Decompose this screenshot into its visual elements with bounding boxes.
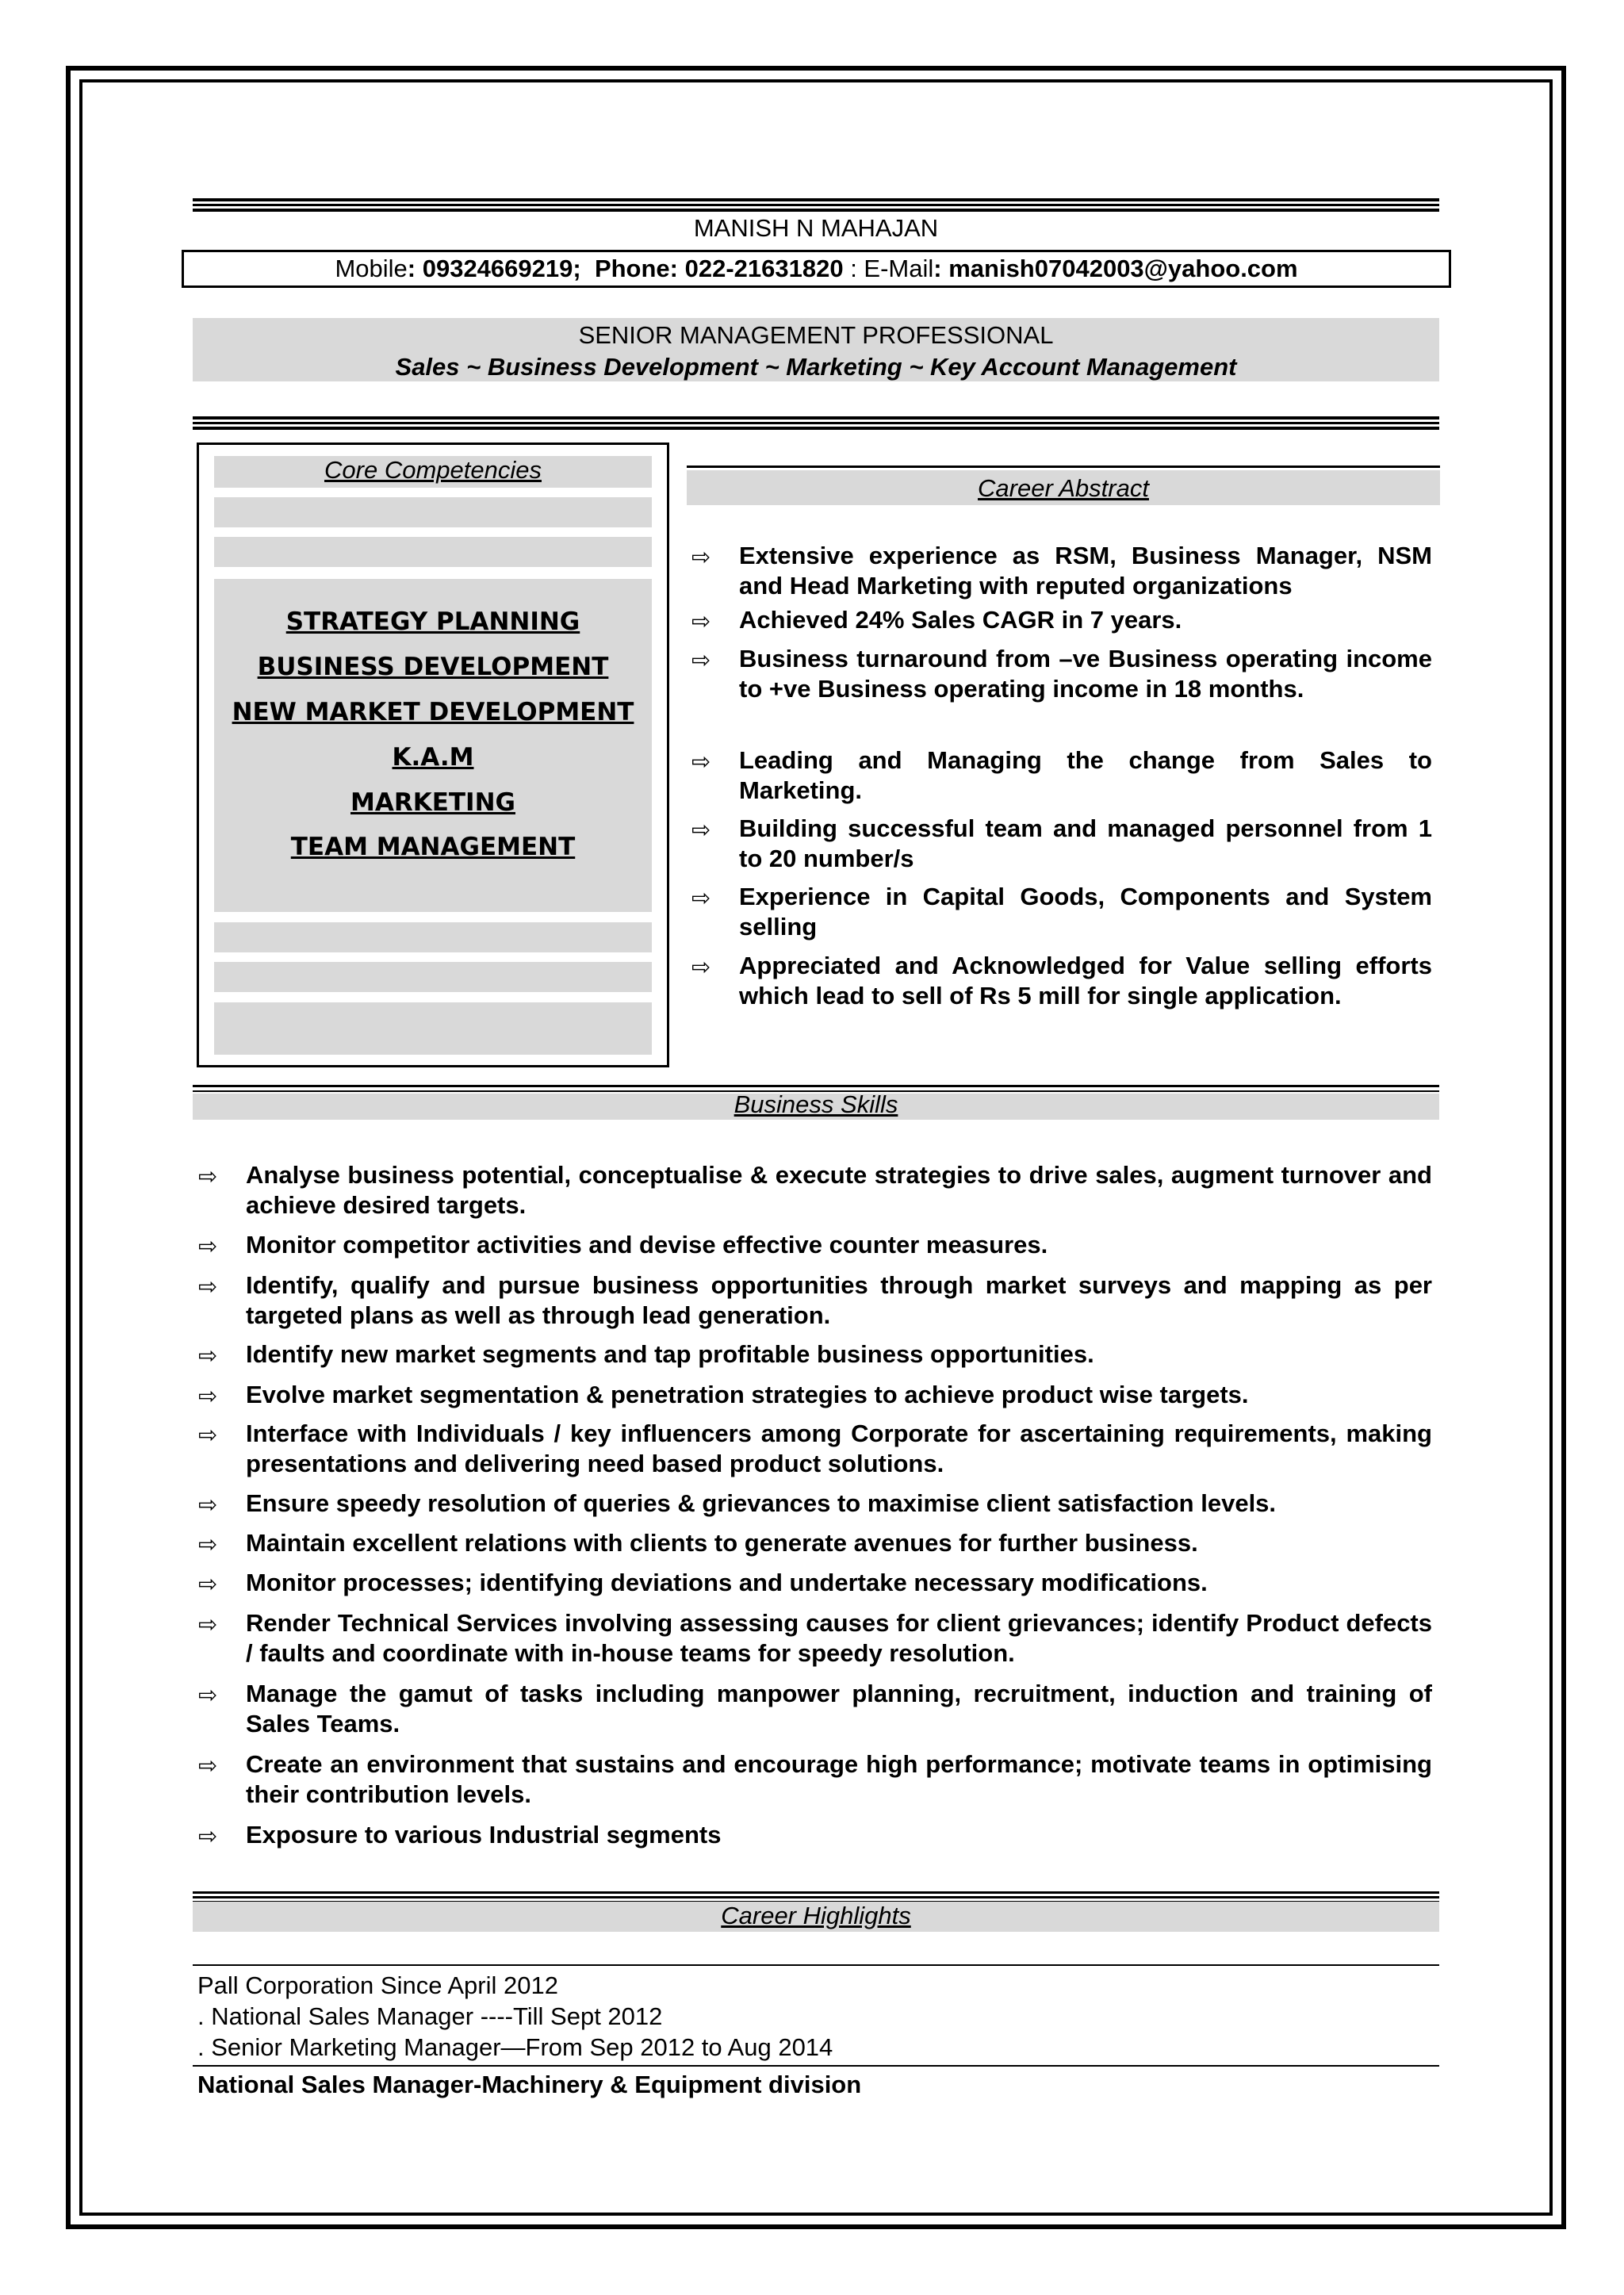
skill-item: Render Technical Services involving assessing causes for client grievances; identify Product defects / faults and coordinate with in-house teams for speedy resolution.: [246, 1609, 1432, 1667]
arrow-right-icon: ⇨: [691, 953, 711, 980]
section-rule: [193, 416, 1439, 430]
arrow-right-icon: ⇨: [691, 646, 711, 673]
skill-item: Interface with Individuals / key influencers among Corporate for ascertaining requirements, making presentations and delivering need based product solutions.: [246, 1420, 1432, 1477]
email-label: : E-Mail: [850, 255, 934, 282]
phone-number: Phone: 022-21631820: [594, 255, 844, 282]
role-line: . Senior Marketing Manager—From Sep 2012 to Aug 2014: [197, 2033, 833, 2061]
career-highlights-title: Career Highlights: [721, 1902, 911, 1929]
skill-item: Monitor competitor activities and devise effective counter measures.: [246, 1231, 1048, 1259]
career-abstract-rule: [687, 466, 1440, 468]
competency-item: BUSINESS DEVELOPMENT: [257, 653, 609, 681]
skill-item: Analyse business potential, conceptualise & execute strategies to drive sales, augment turnover and achieve desired targets.: [246, 1161, 1432, 1219]
business-skills-rule: [193, 1085, 1439, 1087]
abstract-item: Extensive experience as RSM, Business Manager, NSM and Head Marketing with reputed organizations: [739, 542, 1432, 600]
arrow-right-icon: ⇨: [198, 1163, 218, 1190]
abstract-item: Experience in Capital Goods, Components and System selling: [739, 883, 1432, 941]
arrow-right-icon: ⇨: [691, 543, 711, 570]
arrow-right-icon: ⇨: [691, 884, 711, 911]
arrow-right-icon: ⇨: [198, 1611, 218, 1638]
arrow-right-icon: ⇨: [198, 1681, 218, 1708]
skill-item: Identify, qualify and pursue business opportunities through market surveys and mapping as per targeted plans as well as through lead generation.: [246, 1271, 1432, 1329]
skill-item: Monitor processes; identifying deviations and undertake necessary modifications.: [246, 1569, 1208, 1596]
highlights-divider: [193, 2065, 1439, 2067]
contact-box: [182, 250, 1451, 288]
candidate-name: MANISH N MAHAJAN: [693, 214, 939, 242]
arrow-right-icon: ⇨: [198, 1491, 218, 1518]
abstract-item: Business turnaround from –ve Business operating income to +ve Business operating income in 18 months.: [739, 645, 1432, 703]
skill-item: Exposure to various Industrial segments: [246, 1821, 722, 1849]
skill-item: Ensure speedy resolution of queries & grievances to maximise client satisfaction levels.: [246, 1489, 1277, 1517]
competency-item: MARKETING: [350, 788, 515, 817]
email-address: : manish07042003@yahoo.com: [933, 255, 1298, 282]
skill-item: Maintain excellent relations with clients to generate avenues for further business.: [246, 1529, 1198, 1557]
abstract-item: Building successful team and managed personnel from 1 to 20 number/s: [739, 814, 1432, 872]
arrow-right-icon: ⇨: [198, 1273, 218, 1300]
competency-item: NEW MARKET DEVELOPMENT: [232, 698, 634, 726]
professional-title: SENIOR MANAGEMENT PROFESSIONAL: [578, 321, 1054, 349]
arrow-right-icon: ⇨: [198, 1531, 218, 1557]
core-blank-row: [214, 497, 652, 527]
skill-item: Identify new market segments and tap profitable business opportunities.: [246, 1340, 1094, 1368]
division-title: National Sales Manager-Machinery & Equipment division: [197, 2071, 862, 2098]
mobile-label: Mobile: [335, 255, 408, 282]
business-skills-title: Business Skills: [733, 1090, 898, 1118]
competency-item: K.A.M: [392, 743, 474, 772]
career-abstract-title: Career Abstract: [978, 474, 1149, 502]
core-title-band: [214, 456, 652, 488]
arrow-right-icon: ⇨: [198, 1421, 218, 1448]
arrow-right-icon: ⇨: [691, 748, 711, 775]
arrow-right-icon: ⇨: [691, 607, 711, 634]
skill-item: Create an environment that sustains and encourage high performance; motivate teams in optimising their contribution levels.: [246, 1750, 1432, 1808]
arrow-right-icon: ⇨: [198, 1382, 218, 1409]
highlights-divider: [193, 1964, 1439, 1966]
skill-item: Manage the gamut of tasks including manpower planning, recruitment, induction and training of Sales Teams.: [246, 1680, 1432, 1738]
core-blank-row: [214, 537, 652, 567]
headline-band: [193, 318, 1439, 381]
arrow-right-icon: ⇨: [198, 1342, 218, 1369]
mobile-number: : 09324669219;: [407, 255, 581, 282]
core-blank-row: [214, 1002, 652, 1055]
abstract-item: Appreciated and Acknowledged for Value selling efforts which lead to sell of Rs 5 mill for single application.: [739, 952, 1432, 1010]
arrow-right-icon: ⇨: [198, 1752, 218, 1779]
skill-item: Evolve market segmentation & penetration strategies to achieve product wise targets.: [246, 1381, 1249, 1408]
abstract-item: Leading and Managing the change from Sales to Marketing.: [739, 746, 1432, 804]
arrow-right-icon: ⇨: [198, 1570, 218, 1597]
arrow-right-icon: ⇨: [198, 1822, 218, 1849]
core-competencies-title: Core Competencies: [324, 456, 542, 484]
competency-item: STRATEGY PLANNING: [285, 607, 580, 636]
employer-line: Pall Corporation Since April 2012: [197, 1971, 558, 1999]
professional-subtitle: Sales ~ Business Development ~ Marketing ~ Key Account Management: [395, 353, 1237, 381]
core-blank-row: [214, 922, 652, 952]
abstract-item: Achieved 24% Sales CAGR in 7 years.: [739, 606, 1182, 634]
header-rule: [193, 198, 1439, 212]
arrow-right-icon: ⇨: [691, 816, 711, 843]
role-line: . National Sales Manager ----Till Sept 2012: [197, 2002, 663, 2030]
core-blank-row: [214, 962, 652, 992]
arrow-right-icon: ⇨: [198, 1232, 218, 1259]
competency-item: TEAM MANAGEMENT: [290, 833, 576, 861]
